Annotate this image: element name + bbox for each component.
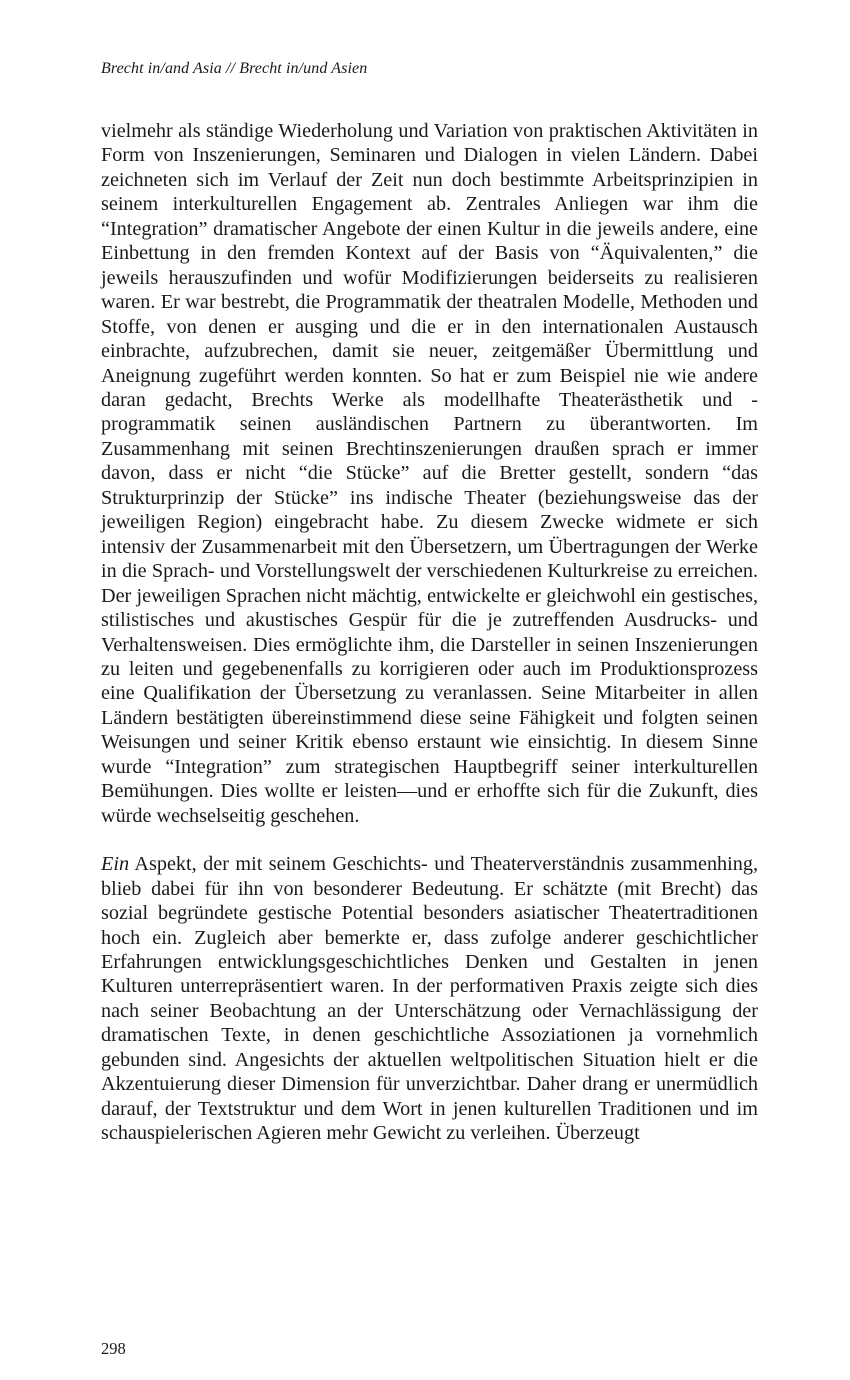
- paragraph-2-lead: Ein: [101, 853, 130, 876]
- body-text: [101, 119, 758, 1146]
- running-head: Brecht in/and Asia // Brecht in/und Asien: [101, 60, 368, 77]
- paragraph-1: [101, 119, 758, 828]
- paragraph-2-text: Aspekt, der mit seinem Geschichts- und Theaterverständnis zusammenhing, blieb dabei für ihn von besonderer Bedeutung. Er schätzte (mit Brecht) das sozial begründete gestische Potential besonders asiatischer Theatertraditionen hoch ein. Zugleich aber bemerkte er, dass zufolge anderer geschichtlicher Erfahrungen entwicklungsgeschichtliches Denken und Gestalten in jenen Kulturen unterrepräsentiert waren. In der performativen Praxis zeigte sich dies nach seiner Beobachtung an der Unterschätzung oder Vernachlässigung der dramatischen Texte, in denen geschichtliche Assoziationen ja vornehmlich gebunden sind. Angesichts der aktuellen weltpolitischen Situation hielt er die Akzentuierung dieser Dimension für unverzichtbar. Daher drang er unermüdlich darauf, der Textstruktur und dem Wort in jenen kulturellen Traditionen und im schauspielerischen Agieren mehr Gewicht zu verleihen. Überzeugt: [101, 853, 758, 1145]
- paragraph-2: [101, 852, 758, 1145]
- paragraph-1-text: vielmehr als ständige Wiederholung und Variation von praktischen Aktivitäten in Form von Inszenierungen, Seminaren und Dialogen in vielen Ländern. Dabei zeichneten sich im Verlauf der Zeit nun doch bestimmte Arbeitsprinzipien in seinem interkulturellen Engagement ab. Zentrales Anliegen war ihm die “Integration” dramatischer Angebote der einen Kultur in die jeweils andere, eine Einbettung in den fremden Kontext auf der Basis von “Äquivalenten,” die jeweils herauszufinden und wofür Modifizierungen beiderseits zu realisieren waren. Er war bestrebt, die Programmatik der theatralen Modelle, Methoden und Stoffe, von denen er ausging und die er in den internationalen Austausch einbrachte, aufzubrechen, damit sie neuer, zeitgemäßer Übermittlung und Aneignung zugeführt werden konnten. So hat er zum Beispiel nie wie andere daran gedacht, Brechts Werke als modellhafte Theaterästhetik und -programmatik seinen ausländischen Partnern zu überantworten. Im Zusammenhang mit seinen Brechtinszenierungen draußen sprach er immer davon, dass er nicht “die Stücke” auf die Bretter gestellt, sondern “das Strukturprinzip der Stücke” ins indische Theater (beziehungsweise das der jeweiligen Region) eingebracht habe. Zu diesem Zwecke widmete er sich intensiv der Zusammenarbeit mit den Übersetzern, um Übertragungen der Werke in die Sprach- und Vorstellungswelt der verschiedenen Kulturkreise zu erreichen. Der jeweiligen Sprachen nicht mächtig, entwickelte er gleichwohl ein gestisches, stilistisches und akustisches Gespür für die je zutreffenden Ausdrucks- und Verhaltensweisen. Dies ermöglichte ihm, die Darsteller in seinen Inszenierungen zu leiten und gegebenenfalls zu korrigieren oder auch im Produktionsprozess eine Qualifikation der Übersetzung zu veranlassen. Seine Mitarbeiter in allen Ländern bestätigten übereinstimmend diese seine Fähigkeit und folgten seinen Weisungen und seiner Kritik ebenso erstaunt wie einsichtig. In diesem Sinne wurde “Integration” zum strategischen Hauptbegriff seiner interkulturellen Bemühungen. Dies wollte er leisten—und er erhoffte sich für die Zukunft, dies würde wechselseitig geschehen.: [101, 120, 758, 827]
- page-number: 298: [101, 1339, 126, 1358]
